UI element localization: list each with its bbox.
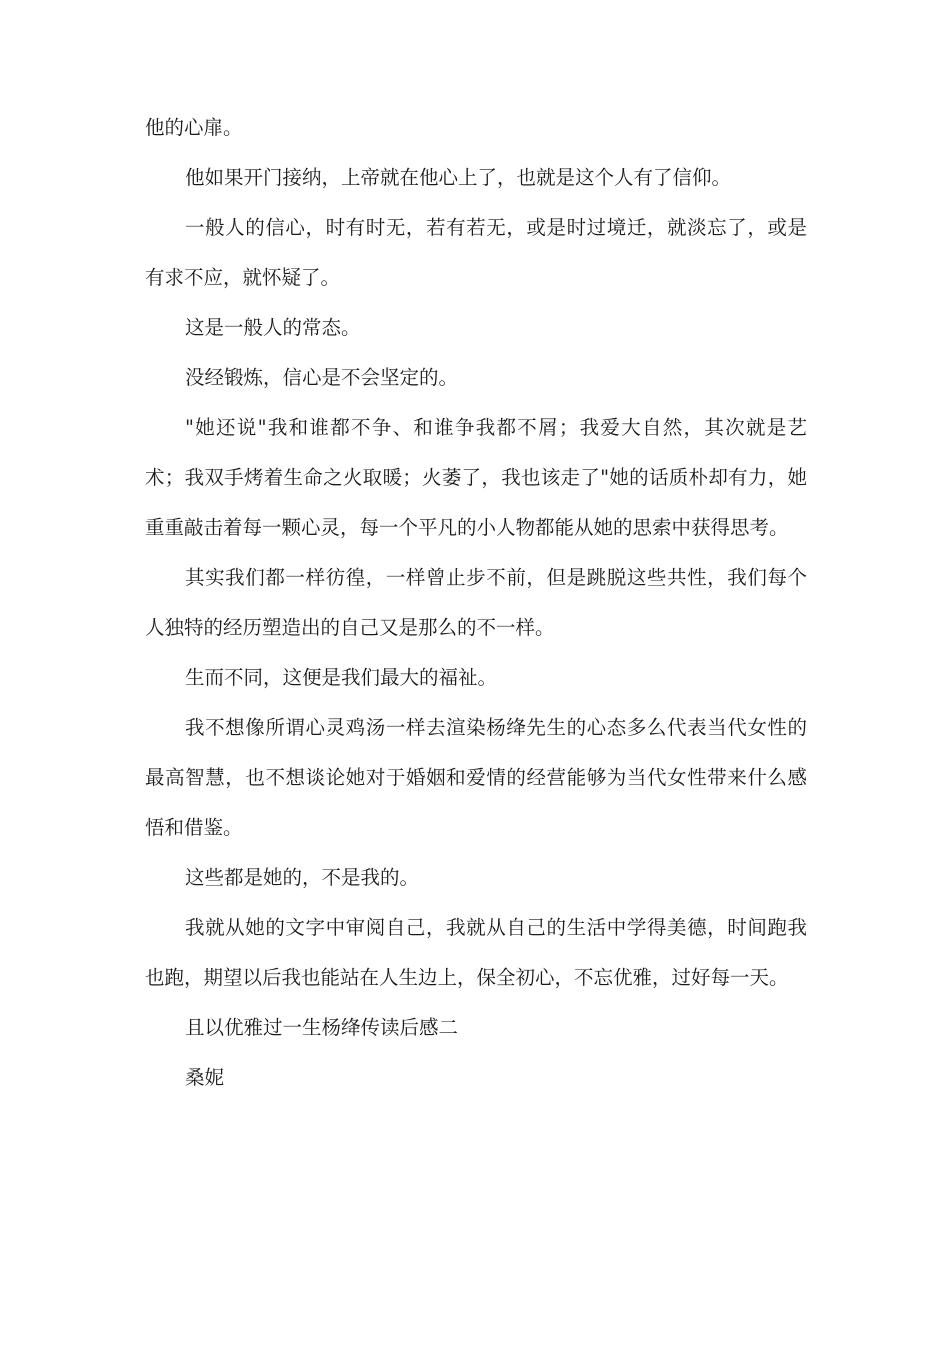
paragraph: 没经锻炼，信心是不会坚定的。	[185, 366, 459, 389]
paragraph: 他的心扉。	[145, 116, 243, 139]
paragraph: 其实我们都一样彷徨，一样曾止步不前，但是跳脱这些共性，我们每个人独特的经历塑造出的自己又是那么的不一样。	[145, 566, 807, 639]
paragraph: 一般人的信心，时有时无，若有若无，或是时过境迁，就淡忘了，或是有求不应，就怀疑了。	[145, 216, 807, 289]
document-body	[145, 103, 807, 1103]
paragraph: 这是一般人的常态。	[185, 316, 361, 339]
paragraph: 他如果开门接纳，上帝就在他心上了，也就是这个人有了信仰。	[185, 166, 732, 189]
paragraph: 我就从她的文字中审阅自己，我就从自己的生活中学得美德，时间跑我也跑，期望以后我也能站在人生边上，保全初心，不忘优雅，过好每一天。	[145, 916, 807, 989]
paragraph: 生而不同，这便是我们最大的福祉。	[185, 666, 498, 689]
paragraph: 我不想像所谓心灵鸡汤一样去渲染杨绛先生的心态多么代表当代女性的最高智慧，也不想谈论她对于婚姻和爱情的经营能够为当代女性带来什么感悟和借鉴。	[145, 716, 807, 839]
section-title: 且以优雅过一生杨绛传读后感二	[185, 1016, 459, 1039]
author-name: 桑妮	[185, 1066, 225, 1089]
paragraph: "她还说"我和谁都不争、和谁争我都不屑；我爱大自然，其次就是艺术；我双手烤着生命之火取暖；火萎了，我也该走了"她的话质朴却有力，她重重敲击着每一颗心灵，每一个平凡的小人物都能从她的思索中获得思考。	[145, 416, 807, 539]
paragraph: 这些都是她的，不是我的。	[185, 866, 420, 889]
